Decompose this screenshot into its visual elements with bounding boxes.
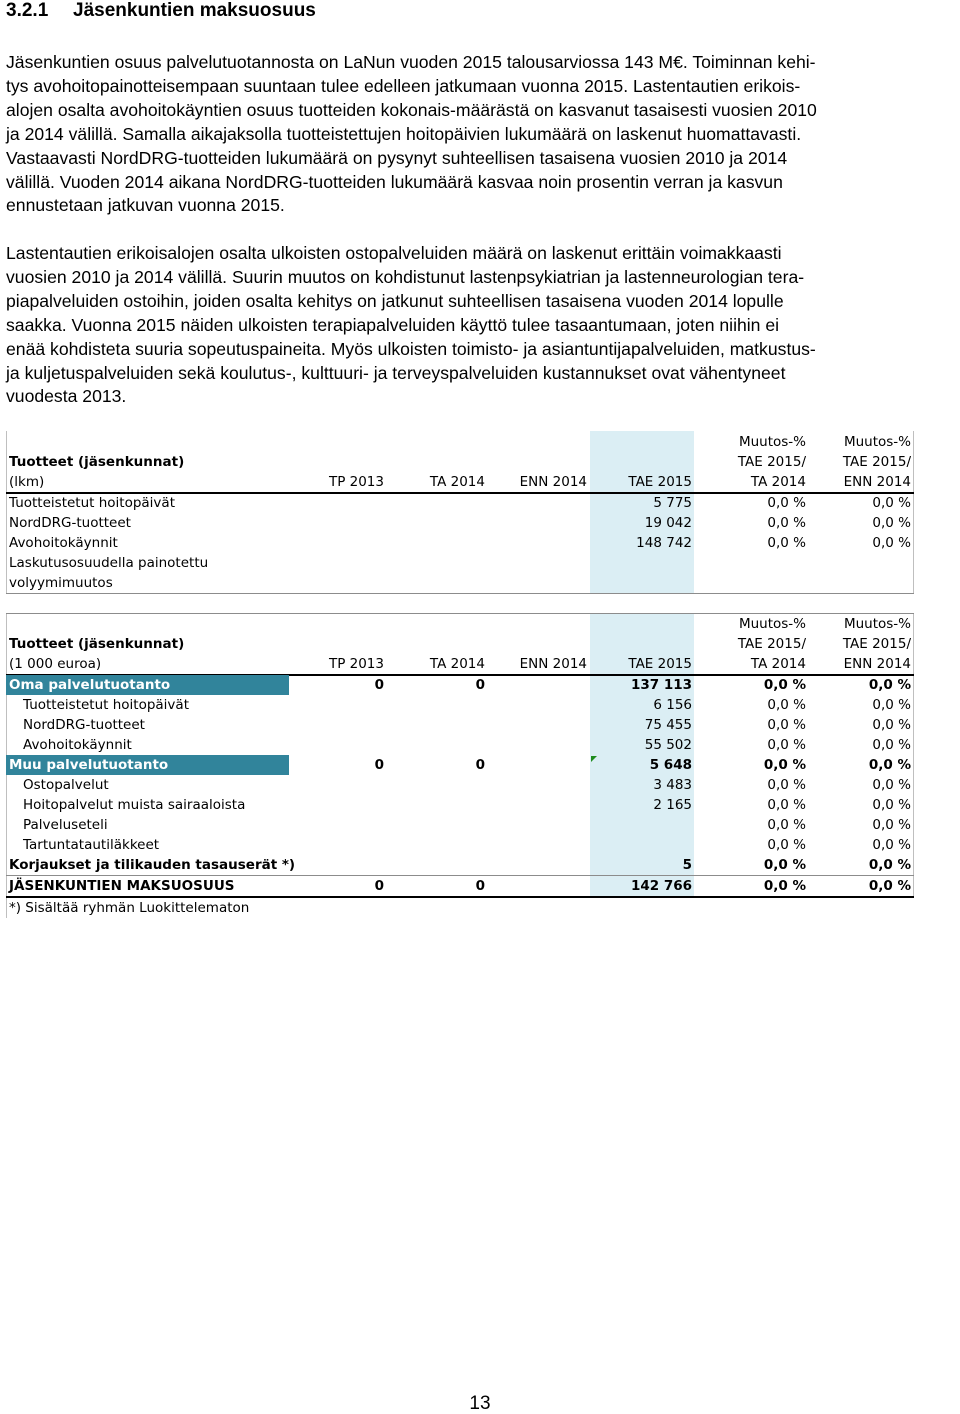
row-label: Muu palvelutuotanto bbox=[9, 757, 169, 773]
row-label: Avohoitokäynnit bbox=[9, 535, 118, 551]
cell-tp2013: 0 bbox=[374, 878, 384, 894]
cell-change-ta: 0,0 % bbox=[767, 797, 806, 813]
cell-change-ta: 0,0 % bbox=[767, 777, 806, 793]
text-line: Lastentautien erikoisalojen osalta ulkoisten ostopalveluiden määrä on laskenut erittäin voimakkaasti bbox=[6, 243, 782, 263]
header-change-ta-1: Muutos-% bbox=[738, 616, 806, 632]
cell-change-enn: 0,0 % bbox=[872, 777, 911, 793]
table-border bbox=[913, 431, 914, 594]
row-label: volyymimuutos bbox=[9, 575, 113, 591]
cell-tae2015: 75 455 bbox=[644, 717, 692, 733]
products-quantity-table bbox=[6, 431, 914, 594]
header-change-ta-3: TA 2014 bbox=[750, 656, 806, 672]
cell-ta2014: 0 bbox=[475, 677, 485, 693]
cell-tp2013: 0 bbox=[374, 757, 384, 773]
cell-change-enn: 0,0 % bbox=[868, 677, 911, 693]
row-label: Korjaukset ja tilikauden tasauserät *) bbox=[9, 857, 296, 873]
row-label: Tuotteistetut hoitopäivät bbox=[9, 495, 175, 511]
text-line: Jäsenkuntien osuus palvelutuotannosta on LaNun vuoden 2015 talousarviossa 143 M€. Toiminnan kehi- bbox=[6, 52, 816, 72]
header-change-enn-3: ENN 2014 bbox=[843, 474, 911, 490]
header-tp2013: TP 2013 bbox=[328, 656, 384, 672]
cell-tae2015: 2 165 bbox=[653, 797, 692, 813]
cell-change-enn: 0,0 % bbox=[872, 797, 911, 813]
text-line: enää kohdisteta suuria sopeutuspaineita. Myös ulkoisten toimisto- ja asiantuntijapalveluiden, matkustus- bbox=[6, 338, 816, 359]
cell-ta2014: 0 bbox=[475, 757, 485, 773]
text-line: tys avohoitopainotteisempaan suuntaan tulee edelleen jatkumaan vuonna 2015. Lastentautien erikois- bbox=[6, 75, 801, 96]
cell-tae2015: 148 742 bbox=[636, 535, 692, 551]
table-border bbox=[913, 613, 914, 896]
table-unit: (lkm) bbox=[9, 474, 45, 490]
cell-change-enn: 0,0 % bbox=[872, 535, 911, 551]
cell-change-enn: 0,0 % bbox=[868, 878, 911, 894]
cell-change-ta: 0,0 % bbox=[767, 697, 806, 713]
cell-change-enn: 0,0 % bbox=[872, 737, 911, 753]
text-line: piapalveluiden ostoihin, joiden osalta kehitys on jatkunut suhteellisen tasaisena vuoden 2014 lopulle bbox=[6, 290, 784, 311]
row-label: Tartuntatautiläkkeet bbox=[23, 837, 160, 853]
row-label: Avohoitokäynnit bbox=[23, 737, 132, 753]
table-bottom-rule bbox=[6, 593, 914, 594]
cell-tae2015: 142 766 bbox=[630, 878, 692, 894]
cell-change-ta: 0,0 % bbox=[763, 757, 806, 773]
member-municipality-payment-table bbox=[6, 613, 914, 918]
section-heading bbox=[6, 0, 316, 22]
header-change-ta-2: TAE 2015/ bbox=[737, 636, 806, 652]
cell-tae2015: 55 502 bbox=[644, 737, 692, 753]
text-line: vuodesta 2013. bbox=[6, 386, 127, 407]
cell-change-ta: 0,0 % bbox=[763, 878, 806, 894]
row-label: Tuotteistetut hoitopäivät bbox=[23, 697, 189, 713]
text-line: välillä. Vuoden 2014 aikana NordDRG-tuotteiden lukumäärä kasvaa noin prosentin verran ja kasvun bbox=[6, 171, 783, 192]
header-tp2013: TP 2013 bbox=[328, 474, 384, 490]
row-label: JÄSENKUNTIEN MAKSUOSUUS bbox=[9, 878, 235, 894]
cell-change-ta: 0,0 % bbox=[767, 515, 806, 531]
header-ta2014: TA 2014 bbox=[429, 656, 485, 672]
cell-tae2015: 5 bbox=[682, 857, 692, 873]
header-change-ta-2: TAE 2015/ bbox=[737, 454, 806, 470]
text-line: ja 2014 välillä. Samalla aikajaksolla tuotteistettujen hoitopäivien lukumäärä on laskenut huomattavasti. bbox=[6, 123, 802, 144]
header-ta2014: TA 2014 bbox=[429, 474, 485, 490]
header-enn2014: ENN 2014 bbox=[519, 474, 587, 490]
cell-change-ta: 0,0 % bbox=[763, 857, 806, 873]
header-change-ta-1: Muutos-% bbox=[738, 434, 806, 450]
cell-change-ta: 0,0 % bbox=[767, 495, 806, 511]
cell-change-ta: 0,0 % bbox=[763, 677, 806, 693]
cell-change-enn: 0,0 % bbox=[872, 495, 911, 511]
cell-tae2015: 137 113 bbox=[630, 677, 692, 693]
cell-ta2014: 0 bbox=[475, 878, 485, 894]
header-change-enn-2: TAE 2015/ bbox=[842, 454, 911, 470]
text-line: Vastaavasti NordDRG-tuotteiden lukumäärä on pysynyt suhteellisen tasaisena vuosien 2010 ja 2014 bbox=[6, 147, 788, 168]
row-label: Hoitopalvelut muista sairaaloista bbox=[23, 797, 246, 813]
cell-tae2015: 6 156 bbox=[653, 697, 692, 713]
row-label: NordDRG-tuotteet bbox=[9, 515, 131, 531]
cell-change-enn: 0,0 % bbox=[872, 817, 911, 833]
cell-change-enn: 0,0 % bbox=[872, 837, 911, 853]
cell-change-enn: 0,0 % bbox=[868, 757, 911, 773]
text-line: ennustetaan jatkuvan vuonna 2015. bbox=[6, 195, 285, 216]
header-enn2014: ENN 2014 bbox=[519, 656, 587, 672]
table-title: Tuotteet (jäsenkunnat) bbox=[9, 636, 185, 652]
row-label: NordDRG-tuotteet bbox=[23, 717, 145, 733]
cell-tae2015: 19 042 bbox=[644, 515, 692, 531]
paragraph-2 bbox=[6, 242, 958, 409]
table-title: Tuotteet (jäsenkunnat) bbox=[9, 454, 185, 470]
cell-change-ta: 0,0 % bbox=[767, 737, 806, 753]
text-line: saakka. Vuonna 2015 näiden ulkoisten terapiapalveluiden käyttö tulee tasaantumaan, joten niihin ei bbox=[6, 314, 780, 335]
header-change-enn-1: Muutos-% bbox=[843, 616, 911, 632]
header-tae2015: TAE 2015 bbox=[628, 656, 692, 672]
row-label: Palveluseteli bbox=[23, 817, 108, 833]
row-label: Laskutusosuudella painotettu bbox=[9, 555, 209, 571]
header-tae2015: TAE 2015 bbox=[628, 474, 692, 490]
section-title: Jäsenkuntien maksuosuus bbox=[73, 0, 316, 21]
cell-tae2015: 3 483 bbox=[653, 777, 692, 793]
text-line: vuosien 2010 ja 2014 välillä. Suurin muutos on kohdistunut lastenpsykiatrian ja lastenneurologian tera- bbox=[6, 266, 805, 287]
cell-tae2015: 5 775 bbox=[653, 495, 692, 511]
text-line: ja kuljetuspalveluiden sekä koulutus-, kulttuuri- ja terveyspalveluiden kustannukset ovat vähentyneet bbox=[6, 362, 786, 383]
header-change-ta-3: TA 2014 bbox=[750, 474, 806, 490]
table-unit: (1 000 euroa) bbox=[9, 656, 102, 672]
header-change-enn-3: ENN 2014 bbox=[843, 656, 911, 672]
cell-tp2013: 0 bbox=[374, 677, 384, 693]
cell-change-ta: 0,0 % bbox=[767, 535, 806, 551]
cell-change-enn: 0,0 % bbox=[872, 697, 911, 713]
cell-change-enn: 0,0 % bbox=[868, 857, 911, 873]
cell-tae2015: 5 648 bbox=[649, 757, 692, 773]
row-label: Oma palvelutuotanto bbox=[9, 677, 171, 693]
header-change-enn-2: TAE 2015/ bbox=[842, 636, 911, 652]
cell-change-ta: 0,0 % bbox=[767, 817, 806, 833]
header-change-enn-1: Muutos-% bbox=[843, 434, 911, 450]
section-number: 3.2.1 bbox=[6, 0, 49, 21]
cell-change-enn: 0,0 % bbox=[872, 515, 911, 531]
cell-change-ta: 0,0 % bbox=[767, 717, 806, 733]
text-line: alojen osalta avohoitokäyntien osuus tuotteiden kokonais-määrästä on kasvanut tasaisesti vuosien 2010 bbox=[6, 99, 817, 120]
page-number: 13 bbox=[469, 1393, 491, 1414]
cell-change-enn: 0,0 % bbox=[872, 717, 911, 733]
table-border bbox=[6, 431, 7, 594]
row-label: Ostopalvelut bbox=[23, 777, 109, 793]
paragraph-1 bbox=[6, 51, 958, 218]
cell-change-ta: 0,0 % bbox=[767, 837, 806, 853]
table-footnote: *) Sisältää ryhmän Luokittelematon bbox=[9, 900, 250, 916]
